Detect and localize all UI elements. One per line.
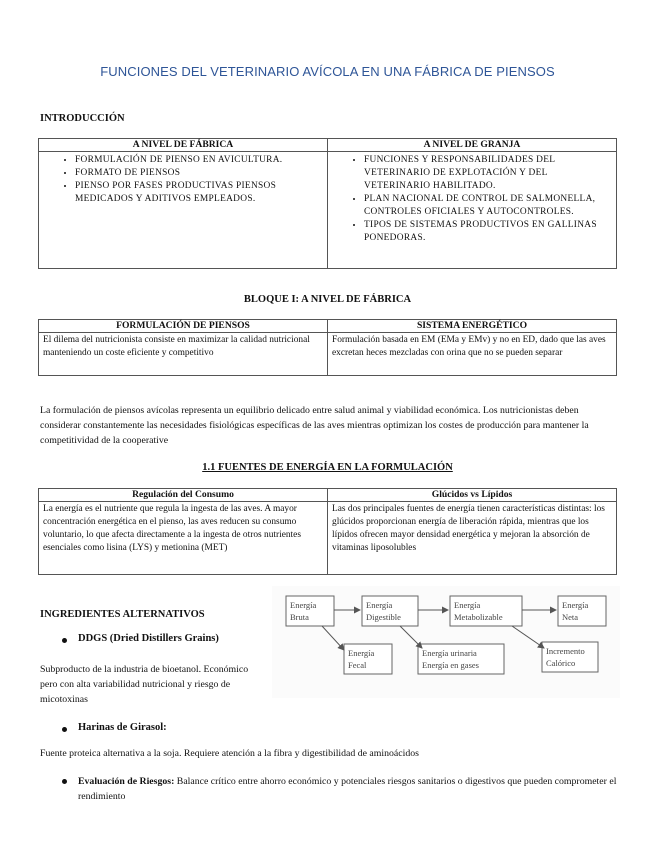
document-title: FUNCIONES DEL VETERINARIO AVÍCOLA EN UNA FÁBRICA DE PIENSOS bbox=[100, 64, 555, 79]
block1-col1-cell: El dilema del nutricionista consiste en maximizar la calidad nutricional manteniendo un coste eficiente y competitivo bbox=[39, 333, 328, 376]
riesgos-text: Balance crítico entre ahorro económico y potenciales riesgos sanitarios o digestivos que pueden comprometer el rendimiento bbox=[78, 776, 617, 802]
label-bruta-2: Bruta bbox=[290, 612, 309, 622]
riesgos-label: Evaluación de Riesgos: bbox=[78, 776, 175, 787]
block1-heading: BLOQUE I: A NIVEL DE FÁBRICA bbox=[243, 294, 412, 305]
list-item: • FUNCIONES Y RESPONSABILIDADES DEL VETERINARIO DE EXPLOTACIÓN Y DEL VETERINARIO HABILITADO. bbox=[364, 154, 612, 193]
energy-table bbox=[38, 488, 617, 575]
label-metabolizable-1: Energía bbox=[454, 600, 481, 610]
block1-col1-header: FORMULACIÓN DE PIENSOS bbox=[39, 320, 328, 333]
label-fecal-1: Energía bbox=[348, 648, 375, 658]
label-metabolizable-2: Metabolizable bbox=[454, 612, 503, 622]
list-item: • PIENSO POR FASES PRODUCTIVAS PIENSOS MEDICADOS Y ADITIVOS EMPLEADOS. bbox=[75, 180, 323, 206]
section-1-1-heading: 1.1 FUENTES DE ENERGÍA EN LA FORMULACIÓN bbox=[202, 462, 453, 473]
label-digestible-2: Digestible bbox=[366, 612, 401, 622]
list-item: • PLAN NACIONAL DE CONTROL DE SALMONELLA, CONTROLES OFICIALES Y AUTOCONTROLES. bbox=[364, 193, 612, 219]
label-neta-1: Energía bbox=[562, 600, 589, 610]
label-calorico-1: Incremento bbox=[546, 646, 585, 656]
list-item: • FORMATO DE PIENSOS bbox=[75, 167, 323, 180]
intro-heading: INTRODUCCIÓN bbox=[40, 113, 125, 124]
energy-col1-cell: La energía es el nutriente que regula la ingesta de las aves. A mayor concentración energética en el pienso, las aves reducen su consumo voluntario, lo que afecta directamente a la ingesta de otros nutrientes esenciales como lisina (LYS) y metionina (MET) bbox=[39, 502, 328, 575]
energy-col2-header: Glúcidos vs Lípidos bbox=[328, 489, 617, 502]
label-urinaria-2: Energía en gases bbox=[422, 660, 479, 670]
girasol-label: Harinas de Girasol: bbox=[78, 722, 167, 733]
label-calorico-2: Calórico bbox=[546, 658, 576, 668]
bullet-icon bbox=[62, 727, 67, 732]
block1-table bbox=[38, 319, 617, 376]
ddgs-text: Subproducto de la industria de bioetanol. Económico pero con alta variabilidad nutricional y riesgo de micotoxinas bbox=[40, 664, 249, 705]
intro-col1-header: A NIVEL DE FÁBRICA bbox=[39, 139, 328, 152]
block1-col2-cell: Formulación basada en EM (EMa y EMv) y no en ED, dado que las aves excretan heces mezcladas con orina que no se pueden separar bbox=[328, 333, 617, 376]
intro-col1-list bbox=[43, 154, 323, 206]
energy-col1-header: Regulación del Consumo bbox=[39, 489, 328, 502]
riesgos-paragraph bbox=[78, 774, 618, 804]
girasol-text: Fuente proteica alternativa a la soja. Requiere atención a la fibra y digestibilidad de aminoácidos bbox=[40, 748, 419, 759]
label-bruta-1: Energía bbox=[290, 600, 317, 610]
ddgs-label: DDGS (Dried Distillers Grains) bbox=[78, 633, 219, 644]
bullet-icon bbox=[62, 779, 67, 784]
alt-ingredients-heading: INGREDIENTES ALTERNATIVOS bbox=[40, 609, 205, 620]
label-digestible-1: Energía bbox=[366, 600, 393, 610]
label-neta-2: Neta bbox=[562, 612, 579, 622]
intro-col2-cell bbox=[328, 152, 617, 269]
intro-table bbox=[38, 138, 617, 269]
block1-col2-header: SISTEMA ENERGÉTICO bbox=[328, 320, 617, 333]
bullet-icon bbox=[62, 638, 67, 643]
energy-col2-cell: Las dos principales fuentes de energía tienen características distintas: los glúcidos proporcionan energía de liberación rápida, mientras que los lípidos ofrecen mayor densidad energética y mejoran la absorción de vitaminas liposolubles bbox=[328, 502, 617, 575]
energy-flow-diagram bbox=[272, 586, 620, 698]
list-item: • FORMULACIÓN DE PIENSO EN AVICULTURA. bbox=[75, 154, 323, 167]
label-urinaria-1: Energía urinaria bbox=[422, 648, 477, 658]
intro-col2-header: A NIVEL DE GRANJA bbox=[328, 139, 617, 152]
label-fecal-2: Fecal bbox=[348, 660, 367, 670]
intro-col2-list bbox=[332, 154, 612, 245]
intro-col1-cell bbox=[39, 152, 328, 269]
list-item: • TIPOS DE SISTEMAS PRODUCTIVOS EN GALLINAS PONEDORAS. bbox=[364, 219, 612, 245]
paragraph-1: La formulación de piensos avícolas representa un equilibrio delicado entre salud animal y viabilidad económica. Los nutricionistas deben considerar constantemente las necesidades fisiológicas específicas de las aves mientras optimizan los costes de producción para mantener la competitividad de la cooperative bbox=[40, 405, 589, 446]
